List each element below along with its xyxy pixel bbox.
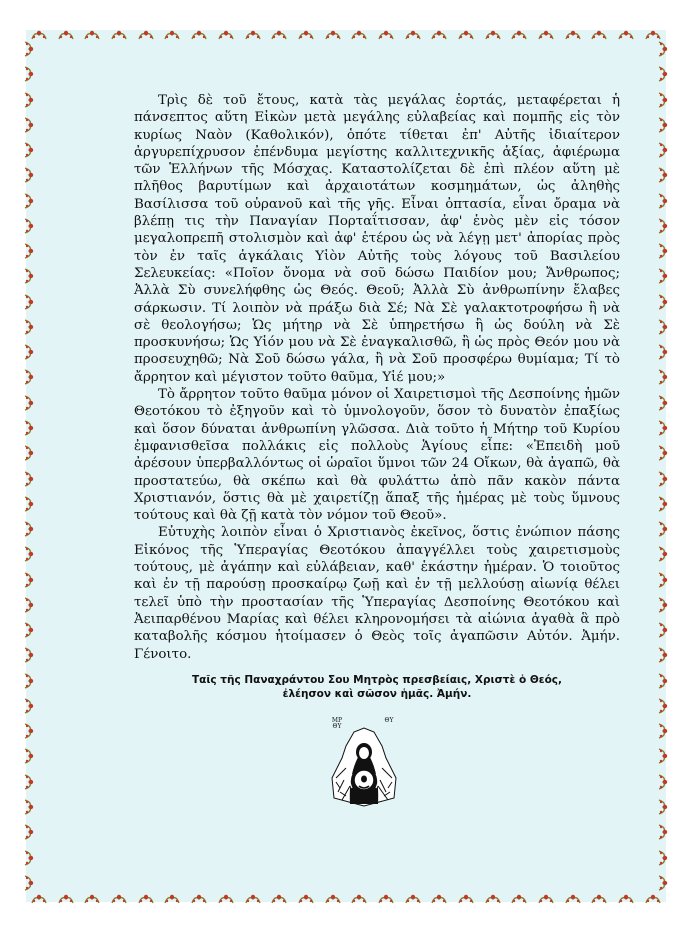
ornament-motif bbox=[656, 141, 670, 159]
ornament-motif bbox=[404, 28, 422, 42]
ornament-motif bbox=[656, 293, 670, 311]
ornament-motif bbox=[22, 545, 36, 563]
ornament-motif bbox=[22, 394, 36, 412]
ornament-motif bbox=[656, 166, 670, 184]
ornament-motif bbox=[22, 571, 36, 589]
ornament-motif bbox=[217, 892, 235, 906]
ornament-motif bbox=[137, 28, 155, 42]
ornament-motif bbox=[656, 470, 670, 488]
theotokos-image bbox=[324, 718, 404, 808]
page bbox=[26, 30, 666, 902]
ornament-motif bbox=[656, 520, 670, 538]
ornament-motif bbox=[22, 217, 36, 235]
ornament-motif bbox=[22, 520, 36, 538]
caption-line-1: Ταῖς τῆς Παναχράντου Σου Μητρὸς πρεσβείαις, Χριστὲ ὁ Θεός, bbox=[191, 674, 563, 686]
ornament-motif bbox=[564, 28, 582, 42]
paragraph-1: Τρὶς δὲ τοῦ ἔτους, κατὰ τὰς μεγάλας ἑορτάς, μεταφέρεται ἡ πάνσεπτος αὕτη Εἰκὼν μετὰ μεγάλης εὐλαβείας καὶ πομπῆς εἰς τὸν κυρίως Ναὸν (Καθολικόν), ὁπότε τίθεται ἐπ' Αὐτῆς ἰδιαίτερον ἀργυρεπίχρυσον ἐπένδυμα μεγίστης καλλιτεχνικῆς ἀξίας, ἀφιέρωμα τῶν Ἑλλήνων τῆς Μόσχας. Καταστολίζεται δὲ ἐπὶ πλέον αὕτη μὲ πλῆθος βαρυτίμων καὶ ἀρχαιοτάτων κοσμημάτων, ὡς ἀληθὴς Βασίλισσα τοῦ οὐρανοῦ καὶ τῆς γῆς. Εἶναι ὀπτασία, εἶναι ὄραμα νὰ βλέπῃ τις τὴν Παναγίαν Πορταΐτισσαν, ἀφ' ἑνὸς μὲν εἰς τόσον μεγαλοπρεπῆ στολισμὸν καὶ ἀφ' ἑτέρου ὡς νὰ λέγῃ μετ' ἀπορίας πρὸς τὸν ἐν ταῖς ἀγκάλαις Υἱὸν Αὐτῆς τοὺς λόγους τοῦ Βασιλείου Σελευκείας: «Ποῖον ὄνομα νὰ σοῦ δώσω Παιδίον μου; Ἄνθρωπος; Ἀλλὰ Σὺ συνελήφθης ὡς Θεός. Θεοῦ; Ἀλλὰ Σὺ ἀνθρωπίνην ἔλαβες σάρκωσιν. Τί λοιπὸν νὰ πράξω διὰ Σέ; Νὰ Σὲ γαλακτοτροφήσω ἢ νὰ σὲ θεολογήσω; Ὡς μήτηρ νὰ Σὲ ὑπηρετήσω ἢ ὡς δούλη νὰ Σὲ προσκυνήσω; Ὡς Υἱόν μου νὰ Σὲ ἐναγκαλισθῶ, ἢ ὡς πρὸς Θεόν μου νὰ προσευχηθῶ; Νὰ Σοῦ δώσω γάλα, ἢ νὰ Σοῦ προσφέρω θυμίαμα; Τί τὸ ἄρρητον καὶ μέγιστον τοῦτο θαῦμα, Υἱέ μου;» bbox=[134, 93, 620, 385]
ornament-motif bbox=[656, 722, 670, 740]
ornament-motif bbox=[590, 892, 608, 906]
ornament-motif bbox=[22, 621, 36, 639]
ornament-motif bbox=[377, 892, 395, 906]
ornament-motif bbox=[656, 571, 670, 589]
ornament-motif bbox=[656, 394, 670, 412]
ornament-motif bbox=[22, 444, 36, 462]
ornament-motif bbox=[110, 892, 128, 906]
ornament-motif bbox=[404, 892, 422, 906]
ornament-motif bbox=[22, 343, 36, 361]
ornament-motif bbox=[190, 28, 208, 42]
ornament-motif bbox=[22, 773, 36, 791]
ornament-motif bbox=[617, 892, 635, 906]
ornament-motif bbox=[656, 672, 670, 690]
ornament-motif bbox=[22, 141, 36, 159]
ornament-motif bbox=[22, 116, 36, 134]
ornament-motif bbox=[22, 368, 36, 386]
ornament-motif bbox=[656, 874, 670, 892]
ornament-motif bbox=[270, 892, 288, 906]
ornament-motif bbox=[656, 646, 670, 664]
ornament-motif bbox=[656, 318, 670, 336]
ornament-motif bbox=[22, 470, 36, 488]
theotokos-icon bbox=[324, 718, 404, 808]
ornament-motif bbox=[656, 747, 670, 765]
ornament-motif bbox=[350, 28, 368, 42]
ornament-motif bbox=[22, 40, 36, 58]
ornament-motif bbox=[22, 722, 36, 740]
ornament-motif bbox=[510, 892, 528, 906]
ornament-motif bbox=[163, 28, 181, 42]
paragraph-3: Εὐτυχὴς λοιπὸν εἶναι ὁ Χριστιανὸς ἐκεῖνος, ὅστις ἐνώπιον πάσης Εἰκόνος τῆς Ὑπεραγίας Θεοτόκου ἀπαγγέλλει τοὺς χαιρετισμοὺς τούτους, μὲ ἀγάπην καὶ εὐλάβειαν, καθ' ἑκάστην ἡμέραν. Ὁ τοιοῦτος καὶ ἐν τῇ παρούσῃ προσκαίρῳ ζωῇ καὶ ἐν τῇ μελλούσῃ αἰωνίᾳ θέλει τελεῖ ὑπὸ τὴν προστασίαν τῆς Ὑπεραγίας Δεσποίνης Θεοτόκου καὶ Ἀειπαρθένου Μαρίας καὶ θέλει κληρονομήσει τὰ αἰώνια ἀγαθὰ ἃ πρὸ καταβολῆς κόσμου ἡτοίμασεν ὁ Θεὸς τοῖς ἀγαπῶσιν Αὐτόν. Ἀμήν. Γένοιτο. bbox=[134, 525, 620, 662]
ornament-motif bbox=[30, 892, 48, 906]
ornament-motif bbox=[83, 28, 101, 42]
ornament-motif bbox=[22, 596, 36, 614]
ornamental-border-right bbox=[652, 40, 674, 892]
ornament-motif bbox=[656, 773, 670, 791]
ornamental-border-top bbox=[26, 24, 666, 46]
ornament-motif bbox=[656, 596, 670, 614]
ornament-motif bbox=[57, 892, 75, 906]
ornament-motif bbox=[457, 28, 475, 42]
ornament-motif bbox=[22, 293, 36, 311]
ornament-motif bbox=[656, 368, 670, 386]
ornament-motif bbox=[244, 28, 262, 42]
ornament-motif bbox=[22, 91, 36, 109]
ornament-motif bbox=[22, 242, 36, 260]
ornament-motif bbox=[656, 697, 670, 715]
ornament-motif bbox=[137, 892, 155, 906]
ornament-motif bbox=[22, 419, 36, 437]
ornament-motif bbox=[484, 892, 502, 906]
ornament-motif bbox=[656, 545, 670, 563]
ornament-motif bbox=[22, 192, 36, 210]
ornament-motif bbox=[190, 892, 208, 906]
paragraph-2: Τὸ ἄρρητον τοῦτο θαῦμα μόνον οἱ Χαιρετισμοὶ τῆς Δεσποίνης ἡμῶν Θεοτόκου τὸ ἐξηγοῦν καὶ τὸ ὑμνολογοῦν, ὅσον τὸ δυνατὸν ἐπαξίως καὶ ὅσον δύναται ἀνθρωπίνη γλῶσσα. Διὰ τοῦτο ἡ Μήτηρ τοῦ Κυρίου ἐμφανισθεῖσα πολλάκις εἰς πολλοὺς Ἁγίους εἶπε: «Ἐπειδὴ μοῦ ἀρέσουν ὑπερβαλλόντως οἱ ὡραῖοι ὕμνοι τῶν 24 Οἴκων, θὰ ἀγαπῶ, θὰ προστατεύω, θὰ σκέπω καὶ θὰ φυλάττω ἀπὸ πᾶν κακὸν πάντα Χριστιανόν, ὅστις θὰ μὲ χαιρετίζῃ ἅπαξ τῆς ἡμέρας μὲ τοὺς ὕμνους τούτους καὶ θὰ ζῇ κατὰ τὸν νόμον τοῦ Θεοῦ». bbox=[134, 387, 620, 524]
ornament-motif bbox=[617, 28, 635, 42]
ornament-motif bbox=[270, 28, 288, 42]
ornament-motif bbox=[83, 892, 101, 906]
ornament-motif bbox=[656, 343, 670, 361]
ornament-motif bbox=[22, 495, 36, 513]
ornament-motif bbox=[656, 242, 670, 260]
ornament-motif bbox=[656, 116, 670, 134]
ornament-motif bbox=[457, 892, 475, 906]
ornament-motif bbox=[57, 28, 75, 42]
ornament-motif bbox=[590, 28, 608, 42]
caption-line-2: ἐλέησον καὶ σῶσον ἡμᾶς. Ἀμήν. bbox=[282, 688, 472, 700]
ornament-motif bbox=[656, 798, 670, 816]
ornament-motif bbox=[656, 192, 670, 210]
ornamental-border-left bbox=[18, 40, 40, 892]
ornament-motif bbox=[564, 892, 582, 906]
ornament-motif bbox=[656, 621, 670, 639]
ornament-motif bbox=[22, 65, 36, 83]
icon-label-right: ΘΥ bbox=[384, 717, 394, 724]
ornament-motif bbox=[537, 28, 555, 42]
ornament-motif bbox=[22, 849, 36, 867]
ornament-motif bbox=[656, 65, 670, 83]
ornament-motif bbox=[22, 798, 36, 816]
ornament-motif bbox=[656, 495, 670, 513]
ornament-motif bbox=[22, 823, 36, 841]
ornament-motif bbox=[163, 892, 181, 906]
ornament-motif bbox=[430, 28, 448, 42]
ornament-motif bbox=[644, 892, 662, 906]
ornament-motif bbox=[656, 217, 670, 235]
ornament-motif bbox=[22, 747, 36, 765]
ornament-motif bbox=[297, 28, 315, 42]
ornament-motif bbox=[217, 28, 235, 42]
ornament-motif bbox=[656, 91, 670, 109]
ornament-motif bbox=[484, 28, 502, 42]
ornament-motif bbox=[22, 672, 36, 690]
ornament-motif bbox=[22, 166, 36, 184]
ornament-motif bbox=[324, 892, 342, 906]
ornament-motif bbox=[22, 697, 36, 715]
ornament-motif bbox=[22, 874, 36, 892]
ornament-motif bbox=[297, 892, 315, 906]
ornament-motif bbox=[510, 28, 528, 42]
ornamental-border-bottom bbox=[26, 888, 666, 910]
ornament-motif bbox=[537, 892, 555, 906]
ornament-motif bbox=[22, 646, 36, 664]
ornament-motif bbox=[656, 419, 670, 437]
icon-label-left: ΜΡ ΘΥ bbox=[331, 717, 343, 730]
ornament-motif bbox=[350, 892, 368, 906]
ornament-motif bbox=[656, 849, 670, 867]
ornament-motif bbox=[22, 318, 36, 336]
ornament-motif bbox=[656, 823, 670, 841]
ornament-motif bbox=[110, 28, 128, 42]
ornament-motif bbox=[244, 892, 262, 906]
ornament-motif bbox=[656, 267, 670, 285]
ornament-motif bbox=[430, 892, 448, 906]
ornament-motif bbox=[22, 267, 36, 285]
ornament-motif bbox=[324, 28, 342, 42]
ornament-motif bbox=[377, 28, 395, 42]
body-text bbox=[134, 92, 620, 663]
ornament-motif bbox=[656, 40, 670, 58]
prayer-caption bbox=[134, 673, 620, 701]
ornament-motif bbox=[656, 444, 670, 462]
